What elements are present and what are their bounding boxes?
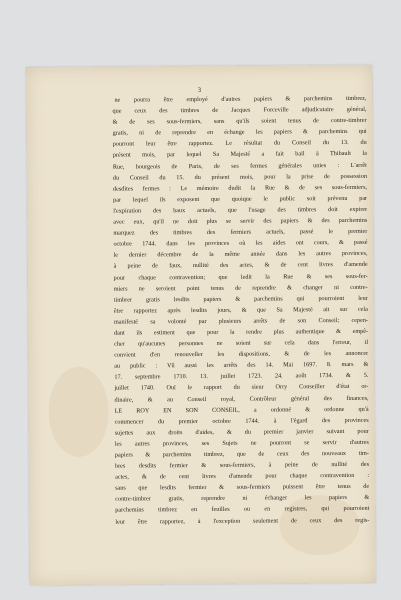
text-line: leur être rapportez, à l'exception seulement de ceux des regis-	[115, 516, 370, 526]
text-line: gratis, ni de reprendre en échange les papiers & parchemins qui	[112, 128, 367, 137]
text-line: & de ses sous-fermiers, sans qu'ils soient tenus de contre-timbrer	[112, 117, 367, 126]
text-line: que ceux des timbres de Jacques Forceville adjudicataire général,	[112, 105, 367, 115]
text-line: pour chaque contravention; que ledit la Rue & ses sous-fer-	[113, 272, 368, 282]
text-line: dant ils estiment que pour la rendre plus authentique & empê-	[114, 327, 369, 337]
text-line: par lequel ils exposent que quoique le public soit prévenu par	[113, 194, 368, 204]
text-line: actes, & de cent livres d'amende pour chaque contravention :	[115, 472, 370, 481]
text-line: manifesté sa volonté par plusieurs arrêts de son Conseil; cepen-	[113, 316, 368, 326]
text-line: sujettes aux droits d'aides, & du premier janvier suivant pour	[114, 427, 369, 437]
text-line: l'expiration des baux actuels, que l'usage des timbres doit expirer	[113, 205, 368, 215]
text-line: le dernier décembre de la même année dans les autres provinces,	[113, 250, 368, 259]
text-line: octobre 1744. dans les provinces où les aides ont cours, & passé	[113, 239, 368, 248]
text-line: miers ne seroient point tenus de reprendre & changer ni contre-	[113, 283, 368, 293]
text-line: à peine de faux, nullité des actes, & de cent livres d'amende	[113, 261, 368, 271]
text-line: papiers & parchemins timbrez, que de ceux des nouveaux tim-	[114, 449, 369, 459]
text-line: marquez des timbres des fermiers actuels, passé le premier	[113, 227, 368, 237]
text-line: pourront leur être rapportez. Le résultat du Conseil du 13. du	[112, 139, 367, 148]
text-line: contre-timbrer gratis, reprendre ni échanger les papiers &	[115, 494, 370, 503]
page-number: 3	[197, 85, 202, 95]
paper-stain	[48, 367, 109, 457]
text-line: LE ROY EN SON CONSEIL, a ordonné & ordonne qu'à	[114, 405, 369, 415]
text-line: du Conseil du 15. du présent mois, pour la prise de possession	[112, 172, 367, 182]
text-line: présent mois, par lequel Sa Majesté a fait bail à Thibault la	[112, 150, 367, 160]
body-text	[112, 93, 369, 527]
text-line: commencer du premier octobre 1744. à l'égard des provinces	[114, 416, 369, 426]
text-line: avec eux, qu'il ne doit plus se servir des papiers & des parchemins	[113, 216, 368, 226]
text-line: les autres provinces, ses Sujets ne pourront se servir d'autres	[114, 438, 369, 448]
text-line: convient d'en renouveller les dispositions, & de les annoncer	[114, 349, 369, 359]
text-line: sans que lesdits fermier & sous-fermiers puissent être tenus de	[115, 483, 370, 492]
text-line: dinaire, & au Conseil royal, Contrôleur général des finances,	[114, 394, 369, 404]
document-page	[26, 65, 376, 585]
text-line: timbrer gratis lesdits papiers & parchemins qui pourroient leur	[113, 294, 368, 304]
text-line: juillet 1740. Ouï le rapport du sieur Orry Conseiller d'état or-	[114, 383, 369, 393]
text-line: desdites fermes : Le mémoire dudit la Rue & de ses sous-fermiers,	[113, 183, 368, 193]
text-line: 17. septembre 1710. 13. juillet 1723. 24. août 1734. & 5.	[114, 372, 369, 381]
text-line: Rue, bourgeois de Paris, de ses fermes générales unies : L'arrêt	[112, 161, 367, 171]
text-line: cher qu'aucunes personnes ne soient sur cela dans l'erreur, il	[114, 338, 369, 348]
text-line: être rapportez après lesdits jours, & que Sa Majesté ait sur cela	[113, 305, 368, 315]
text-line: parchemins timbrez en feuilles ou en registres, qui pourroient	[115, 505, 370, 515]
text-line: au public : Vû aussi les arrêts des 14. Mai 1697. 8. mars &	[114, 361, 369, 370]
text-line: bres desdits fermier & sous-fermiers, à peine de nullité des	[114, 460, 370, 470]
text-line: ne pourra être employé d'autres papiers & parchemins timbrez,	[114, 94, 367, 104]
